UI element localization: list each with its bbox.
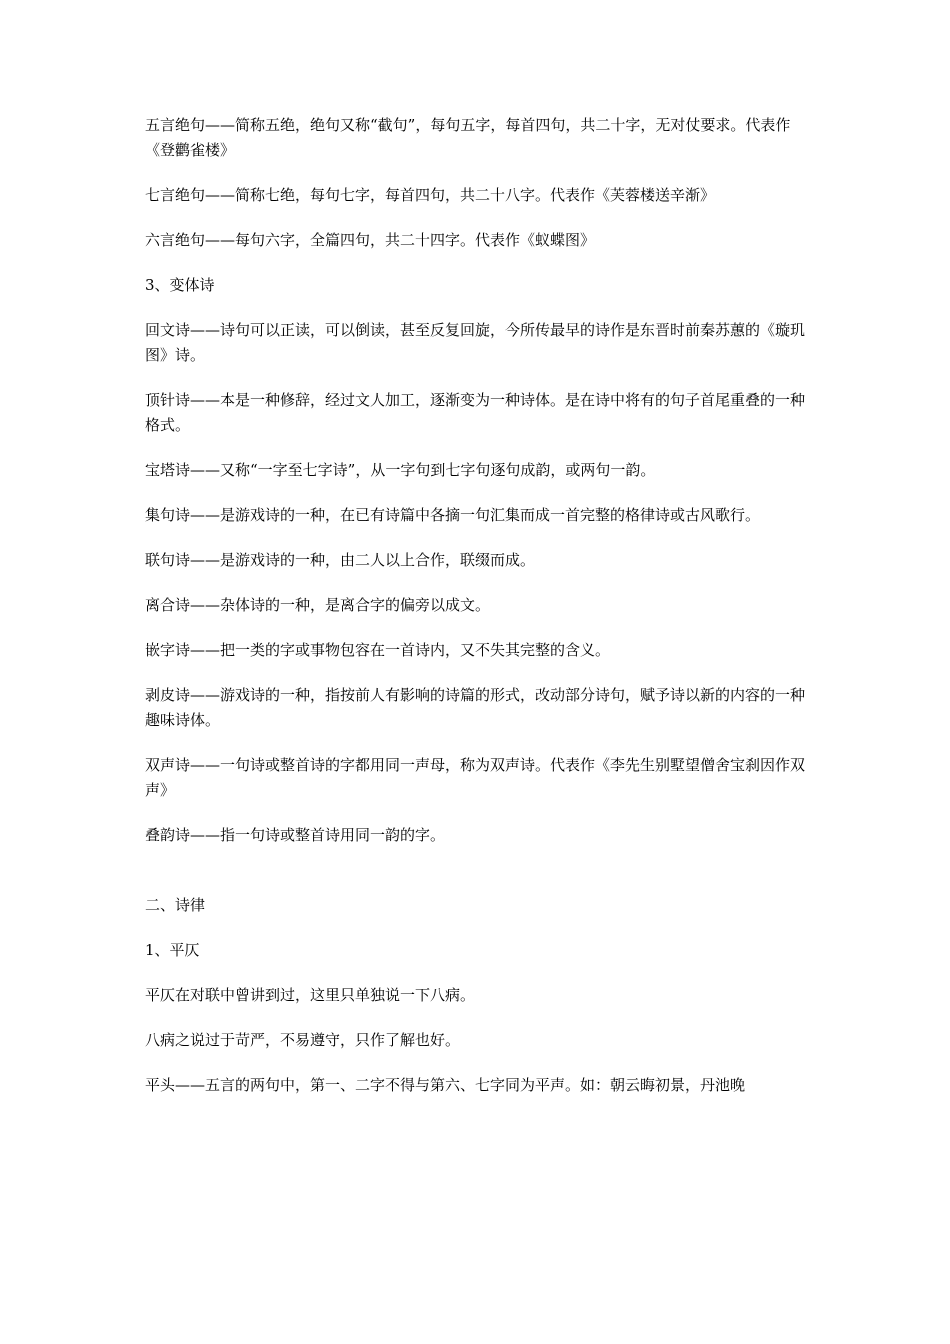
paragraph-qianzi: 嵌字诗——把一类的字或事物包容在一首诗内，又不失其完整的含义。: [145, 641, 611, 659]
paragraph-dieyun: 叠韵诗——指一句诗或整首诗用同一韵的字。: [145, 826, 446, 844]
paragraph-liujue: 六言绝句——每句六字，全篇四句，共二十四字。代表作《蚁蝶图》: [145, 231, 596, 249]
paragraph-pingze-intro: 平仄在对联中曾讲到过，这里只单独说一下八病。: [145, 986, 476, 1004]
paragraph-wujue: 五言绝句——简称五绝，绝句又称“截句”，每句五字，每首四句，共二十字，无对仗要求。代表作《登鹳雀楼》: [145, 116, 791, 159]
document-page: [145, 113, 810, 1118]
paragraph-pingtou: 平头——五言的两句中，第一、二字不得与第六、七字同为平声。如：朝云晦初景，丹池晚: [145, 1076, 746, 1094]
section-heading-bianti: 3、变体诗: [145, 276, 215, 294]
paragraph-shuangsheng: 双声诗——一句诗或整首诗的字都用同一声母，称为双声诗。代表作《李先生别墅望僧舍宝刹因作双声》: [145, 756, 806, 799]
paragraph-babing: 八病之说过于苛严，不易遵守，只作了解也好。: [145, 1031, 461, 1049]
paragraph-lihe: 离合诗——杂体诗的一种，是离合字的偏旁以成文。: [145, 596, 491, 614]
section-heading-shilv: 二、诗律: [145, 896, 206, 914]
paragraph-lianju: 联句诗——是游戏诗的一种，由二人以上合作，联缀而成。: [145, 551, 536, 569]
paragraph-huiwen: 回文诗——诗句可以正读，可以倒读，甚至反复回旋，今所传最早的诗作是东晋时前秦苏蕙的《璇玑图》诗。: [145, 321, 806, 364]
section-heading-pingze: 1、平仄: [145, 941, 200, 959]
paragraph-dingzhen: 顶针诗——本是一种修辞，经过文人加工，逐渐变为一种诗体。是在诗中将有的句子首尾重叠的一种格式。: [145, 391, 806, 434]
paragraph-qijue: 七言绝句——简称七绝，每句七字，每首四句，共二十八字。代表作《芙蓉楼送辛渐》: [145, 186, 716, 204]
paragraph-bopi: 剥皮诗——游戏诗的一种，指按前人有影响的诗篇的形式，改动部分诗句，赋予诗以新的内容的一种趣味诗体。: [145, 686, 806, 729]
paragraph-jiju: 集句诗——是游戏诗的一种，在已有诗篇中各摘一句汇集而成一首完整的格律诗或古风歌行。: [145, 506, 761, 524]
paragraph-baota: 宝塔诗——又称“一字至七字诗”，从一字句到七字句逐句成韵，或两句一韵。: [145, 461, 656, 479]
